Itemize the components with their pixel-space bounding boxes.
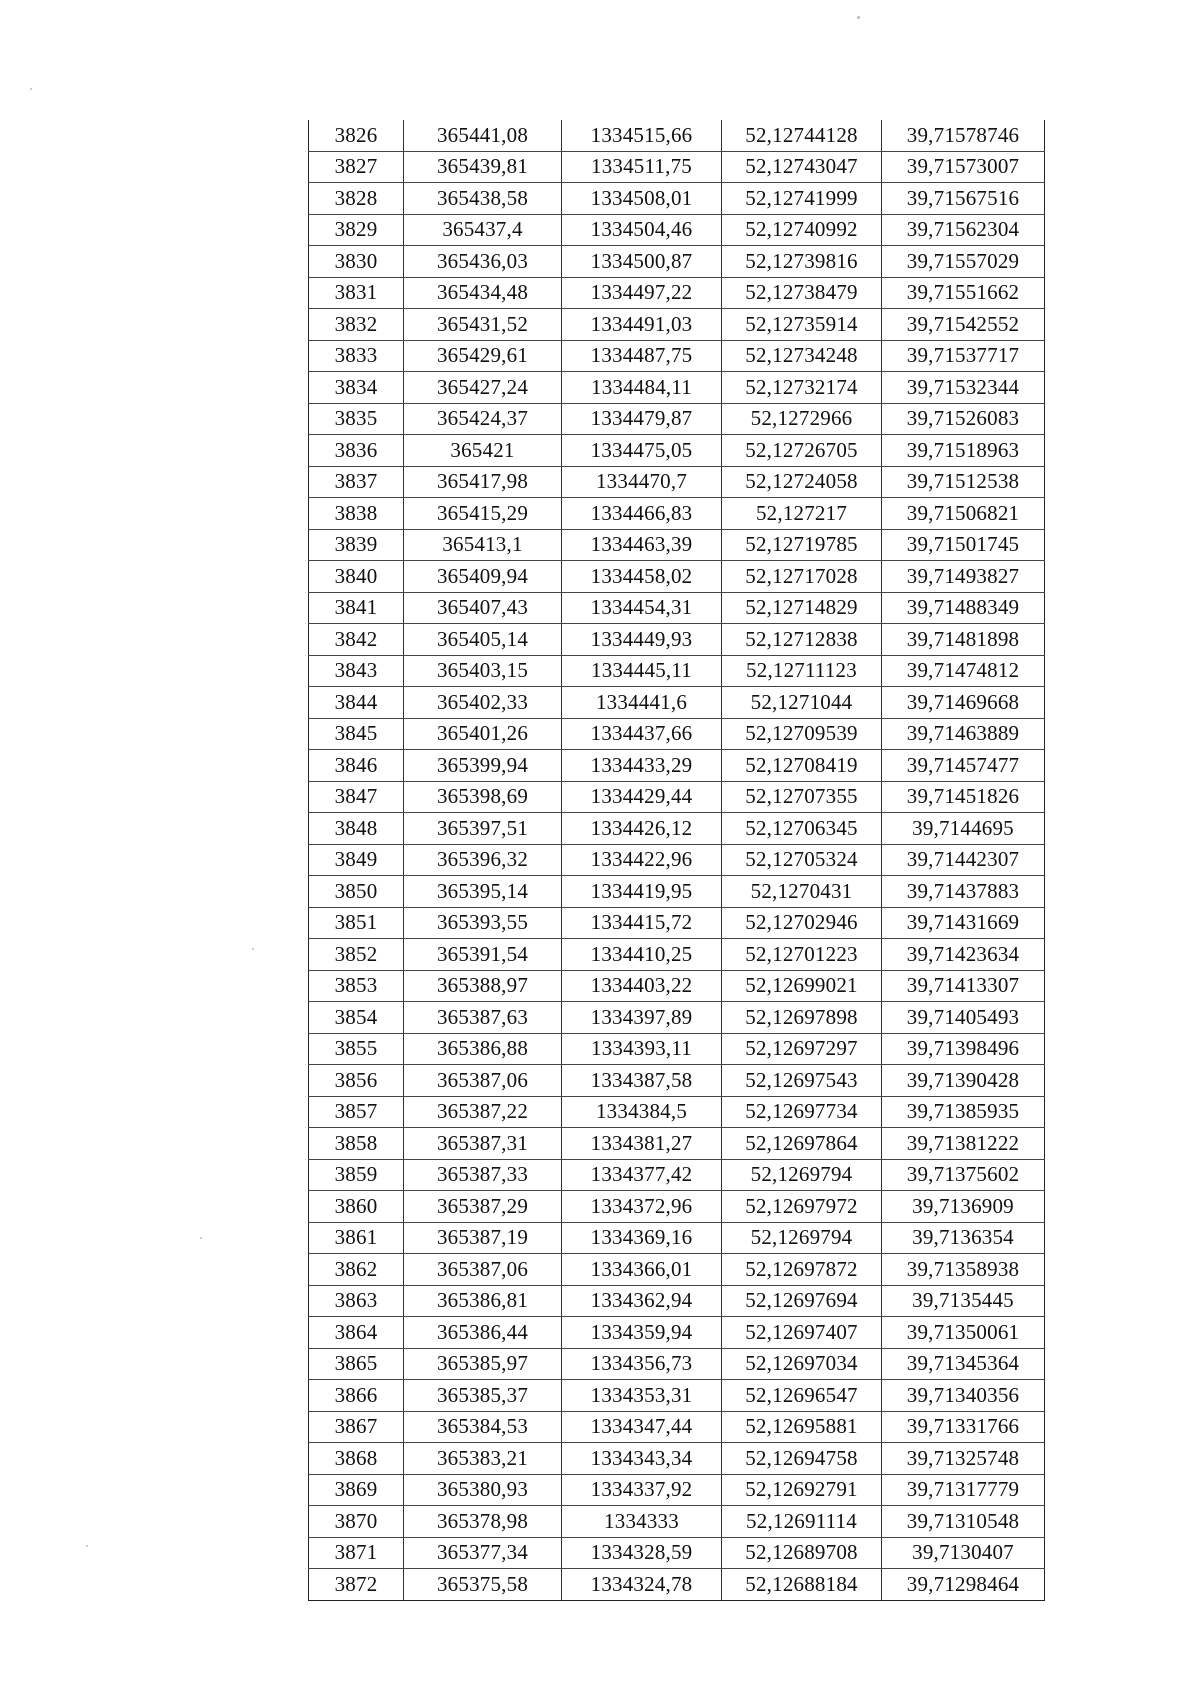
point-number-cell: 3872 [309, 1569, 404, 1601]
x-coordinate-cell: 365407,43 [404, 592, 562, 624]
latitude-cell: 52,12697864 [722, 1128, 882, 1160]
point-number-cell: 3847 [309, 781, 404, 813]
y-coordinate-cell: 1334458,02 [562, 561, 722, 593]
x-coordinate-cell: 365395,14 [404, 876, 562, 908]
table-row [309, 340, 1045, 372]
x-coordinate-cell: 365387,06 [404, 1065, 562, 1097]
x-coordinate-cell: 365438,58 [404, 183, 562, 215]
x-coordinate-cell: 365399,94 [404, 750, 562, 782]
x-coordinate-cell: 365429,61 [404, 340, 562, 372]
y-coordinate-cell: 1334479,87 [562, 403, 722, 435]
table-row [309, 435, 1045, 467]
y-coordinate-cell: 1334441,6 [562, 687, 722, 719]
latitude-cell: 52,12738479 [722, 277, 882, 309]
point-number-cell: 3853 [309, 970, 404, 1002]
x-coordinate-cell: 365431,52 [404, 309, 562, 341]
y-coordinate-cell: 1334429,44 [562, 781, 722, 813]
y-coordinate-cell: 1334343,34 [562, 1443, 722, 1475]
latitude-cell: 52,12697407 [722, 1317, 882, 1349]
x-coordinate-cell: 365384,53 [404, 1411, 562, 1443]
y-coordinate-cell: 1334356,73 [562, 1348, 722, 1380]
latitude-cell: 52,1269794 [722, 1159, 882, 1191]
latitude-cell: 52,12697972 [722, 1191, 882, 1223]
longitude-cell: 39,71532344 [882, 372, 1045, 404]
x-coordinate-cell: 365385,97 [404, 1348, 562, 1380]
point-number-cell: 3833 [309, 340, 404, 372]
y-coordinate-cell: 1334484,11 [562, 372, 722, 404]
table-row [309, 561, 1045, 593]
longitude-cell: 39,71390428 [882, 1065, 1045, 1097]
y-coordinate-cell: 1334384,5 [562, 1096, 722, 1128]
longitude-cell: 39,71551662 [882, 277, 1045, 309]
scan-speck [252, 948, 254, 950]
point-number-cell: 3870 [309, 1506, 404, 1538]
point-number-cell: 3867 [309, 1411, 404, 1443]
point-number-cell: 3842 [309, 624, 404, 656]
table-row [309, 1537, 1045, 1569]
table-row [309, 1096, 1045, 1128]
x-coordinate-cell: 365387,29 [404, 1191, 562, 1223]
table-row [309, 939, 1045, 971]
latitude-cell: 52,12714829 [722, 592, 882, 624]
longitude-cell: 39,71542552 [882, 309, 1045, 341]
point-number-cell: 3864 [309, 1317, 404, 1349]
y-coordinate-cell: 1334415,72 [562, 907, 722, 939]
latitude-cell: 52,12697297 [722, 1033, 882, 1065]
latitude-cell: 52,12735914 [722, 309, 882, 341]
latitude-cell: 52,12691114 [722, 1506, 882, 1538]
x-coordinate-cell: 365386,44 [404, 1317, 562, 1349]
latitude-cell: 52,1272966 [722, 403, 882, 435]
y-coordinate-cell: 1334445,11 [562, 655, 722, 687]
table-row [309, 1159, 1045, 1191]
point-number-cell: 3826 [309, 120, 404, 151]
x-coordinate-cell: 365415,29 [404, 498, 562, 530]
table-row [309, 246, 1045, 278]
longitude-cell: 39,71493827 [882, 561, 1045, 593]
point-number-cell: 3828 [309, 183, 404, 215]
table-row [309, 718, 1045, 750]
point-number-cell: 3836 [309, 435, 404, 467]
longitude-cell: 39,71526083 [882, 403, 1045, 435]
y-coordinate-cell: 1334491,03 [562, 309, 722, 341]
point-number-cell: 3868 [309, 1443, 404, 1475]
table-row [309, 1191, 1045, 1223]
table-row [309, 183, 1045, 215]
latitude-cell: 52,12719785 [722, 529, 882, 561]
point-number-cell: 3843 [309, 655, 404, 687]
y-coordinate-cell: 1334387,58 [562, 1065, 722, 1097]
longitude-cell: 39,71413307 [882, 970, 1045, 1002]
table-row [309, 529, 1045, 561]
x-coordinate-cell: 365388,97 [404, 970, 562, 1002]
latitude-cell: 52,1271044 [722, 687, 882, 719]
table-row [309, 907, 1045, 939]
longitude-cell: 39,71431669 [882, 907, 1045, 939]
point-number-cell: 3834 [309, 372, 404, 404]
y-coordinate-cell: 1334470,7 [562, 466, 722, 498]
latitude-cell: 52,12741999 [722, 183, 882, 215]
table-row [309, 214, 1045, 246]
latitude-cell: 52,12706345 [722, 813, 882, 845]
x-coordinate-cell: 365391,54 [404, 939, 562, 971]
x-coordinate-cell: 365383,21 [404, 1443, 562, 1475]
latitude-cell: 52,12708419 [722, 750, 882, 782]
latitude-cell: 52,12695881 [722, 1411, 882, 1443]
x-coordinate-cell: 365421 [404, 435, 562, 467]
longitude-cell: 39,71573007 [882, 151, 1045, 183]
longitude-cell: 39,71331766 [882, 1411, 1045, 1443]
point-number-cell: 3863 [309, 1285, 404, 1317]
latitude-cell: 52,12707355 [722, 781, 882, 813]
y-coordinate-cell: 1334511,75 [562, 151, 722, 183]
y-coordinate-cell: 1334463,39 [562, 529, 722, 561]
table-row [309, 1254, 1045, 1286]
point-number-cell: 3871 [309, 1537, 404, 1569]
y-coordinate-cell: 1334366,01 [562, 1254, 722, 1286]
x-coordinate-cell: 365441,08 [404, 120, 562, 151]
x-coordinate-cell: 365387,06 [404, 1254, 562, 1286]
point-number-cell: 3846 [309, 750, 404, 782]
point-number-cell: 3849 [309, 844, 404, 876]
y-coordinate-cell: 1334410,25 [562, 939, 722, 971]
x-coordinate-cell: 365434,48 [404, 277, 562, 309]
longitude-cell: 39,71506821 [882, 498, 1045, 530]
x-coordinate-cell: 365413,1 [404, 529, 562, 561]
x-coordinate-cell: 365387,63 [404, 1002, 562, 1034]
y-coordinate-cell: 1334475,05 [562, 435, 722, 467]
point-number-cell: 3837 [309, 466, 404, 498]
latitude-cell: 52,12697034 [722, 1348, 882, 1380]
longitude-cell: 39,71437883 [882, 876, 1045, 908]
y-coordinate-cell: 1334362,94 [562, 1285, 722, 1317]
y-coordinate-cell: 1334466,83 [562, 498, 722, 530]
point-number-cell: 3840 [309, 561, 404, 593]
x-coordinate-cell: 365387,22 [404, 1096, 562, 1128]
longitude-cell: 39,71518963 [882, 435, 1045, 467]
x-coordinate-cell: 365378,98 [404, 1506, 562, 1538]
point-number-cell: 3858 [309, 1128, 404, 1160]
y-coordinate-cell: 1334504,46 [562, 214, 722, 246]
longitude-cell: 39,71385935 [882, 1096, 1045, 1128]
y-coordinate-cell: 1334328,59 [562, 1537, 722, 1569]
table-row [309, 750, 1045, 782]
y-coordinate-cell: 1334437,66 [562, 718, 722, 750]
point-number-cell: 3841 [309, 592, 404, 624]
longitude-cell: 39,71457477 [882, 750, 1045, 782]
table-row [309, 309, 1045, 341]
x-coordinate-cell: 365436,03 [404, 246, 562, 278]
table-row [309, 1285, 1045, 1317]
y-coordinate-cell: 1334377,42 [562, 1159, 722, 1191]
longitude-cell: 39,71451826 [882, 781, 1045, 813]
y-coordinate-cell: 1334515,66 [562, 120, 722, 151]
latitude-cell: 52,12734248 [722, 340, 882, 372]
point-number-cell: 3850 [309, 876, 404, 908]
longitude-cell: 39,71488349 [882, 592, 1045, 624]
table-row [309, 1348, 1045, 1380]
point-number-cell: 3829 [309, 214, 404, 246]
table-row [309, 687, 1045, 719]
x-coordinate-cell: 365403,15 [404, 655, 562, 687]
x-coordinate-cell: 365393,55 [404, 907, 562, 939]
longitude-cell: 39,71442307 [882, 844, 1045, 876]
y-coordinate-cell: 1334433,29 [562, 750, 722, 782]
y-coordinate-cell: 1334333 [562, 1506, 722, 1538]
x-coordinate-cell: 365386,88 [404, 1033, 562, 1065]
latitude-cell: 52,12743047 [722, 151, 882, 183]
table-row [309, 466, 1045, 498]
y-coordinate-cell: 1334497,22 [562, 277, 722, 309]
y-coordinate-cell: 1334369,16 [562, 1222, 722, 1254]
longitude-cell: 39,7136909 [882, 1191, 1045, 1223]
y-coordinate-cell: 1334403,22 [562, 970, 722, 1002]
latitude-cell: 52,12732174 [722, 372, 882, 404]
longitude-cell: 39,71340356 [882, 1380, 1045, 1412]
latitude-cell: 52,12705324 [722, 844, 882, 876]
table-row [309, 781, 1045, 813]
x-coordinate-cell: 365386,81 [404, 1285, 562, 1317]
longitude-cell: 39,71562304 [882, 214, 1045, 246]
x-coordinate-cell: 365380,93 [404, 1474, 562, 1506]
y-coordinate-cell: 1334426,12 [562, 813, 722, 845]
latitude-cell: 52,12717028 [722, 561, 882, 593]
point-number-cell: 3831 [309, 277, 404, 309]
latitude-cell: 52,12712838 [722, 624, 882, 656]
latitude-cell: 52,12697898 [722, 1002, 882, 1034]
longitude-cell: 39,71381222 [882, 1128, 1045, 1160]
x-coordinate-cell: 365439,81 [404, 151, 562, 183]
y-coordinate-cell: 1334353,31 [562, 1380, 722, 1412]
longitude-cell: 39,7130407 [882, 1537, 1045, 1569]
longitude-cell: 39,71317779 [882, 1474, 1045, 1506]
y-coordinate-cell: 1334393,11 [562, 1033, 722, 1065]
scan-speck [30, 88, 32, 90]
x-coordinate-cell: 365396,32 [404, 844, 562, 876]
table-row [309, 1317, 1045, 1349]
table-row [309, 655, 1045, 687]
y-coordinate-cell: 1334487,75 [562, 340, 722, 372]
y-coordinate-cell: 1334337,92 [562, 1474, 722, 1506]
coordinates-table [308, 120, 1045, 1601]
latitude-cell: 52,12697734 [722, 1096, 882, 1128]
point-number-cell: 3852 [309, 939, 404, 971]
longitude-cell: 39,71512538 [882, 466, 1045, 498]
latitude-cell: 52,12726705 [722, 435, 882, 467]
longitude-cell: 39,71537717 [882, 340, 1045, 372]
latitude-cell: 52,12711123 [722, 655, 882, 687]
latitude-cell: 52,12697872 [722, 1254, 882, 1286]
point-number-cell: 3830 [309, 246, 404, 278]
longitude-cell: 39,71325748 [882, 1443, 1045, 1475]
longitude-cell: 39,71310548 [882, 1506, 1045, 1538]
point-number-cell: 3860 [309, 1191, 404, 1223]
longitude-cell: 39,7135445 [882, 1285, 1045, 1317]
table-row [309, 1128, 1045, 1160]
point-number-cell: 3855 [309, 1033, 404, 1065]
x-coordinate-cell: 365397,51 [404, 813, 562, 845]
point-number-cell: 3854 [309, 1002, 404, 1034]
x-coordinate-cell: 365424,37 [404, 403, 562, 435]
table-row [309, 1411, 1045, 1443]
scan-speck [857, 16, 860, 19]
point-number-cell: 3861 [309, 1222, 404, 1254]
longitude-cell: 39,71345364 [882, 1348, 1045, 1380]
longitude-cell: 39,71298464 [882, 1569, 1045, 1601]
table-row [309, 1569, 1045, 1601]
table-row [309, 1443, 1045, 1475]
latitude-cell: 52,12696547 [722, 1380, 882, 1412]
latitude-cell: 52,12702946 [722, 907, 882, 939]
table-row [309, 1002, 1045, 1034]
y-coordinate-cell: 1334347,44 [562, 1411, 722, 1443]
x-coordinate-cell: 365377,34 [404, 1537, 562, 1569]
point-number-cell: 3869 [309, 1474, 404, 1506]
latitude-cell: 52,12740992 [722, 214, 882, 246]
table-row [309, 876, 1045, 908]
table-row [309, 151, 1045, 183]
longitude-cell: 39,71557029 [882, 246, 1045, 278]
longitude-cell: 39,71358938 [882, 1254, 1045, 1286]
y-coordinate-cell: 1334454,31 [562, 592, 722, 624]
scan-speck [200, 1237, 202, 1239]
point-number-cell: 3865 [309, 1348, 404, 1380]
table-row [309, 813, 1045, 845]
point-number-cell: 3851 [309, 907, 404, 939]
latitude-cell: 52,1270431 [722, 876, 882, 908]
x-coordinate-cell: 365401,26 [404, 718, 562, 750]
y-coordinate-cell: 1334372,96 [562, 1191, 722, 1223]
point-number-cell: 3856 [309, 1065, 404, 1097]
latitude-cell: 52,12744128 [722, 120, 882, 151]
longitude-cell: 39,71375602 [882, 1159, 1045, 1191]
x-coordinate-cell: 365409,94 [404, 561, 562, 593]
y-coordinate-cell: 1334422,96 [562, 844, 722, 876]
point-number-cell: 3832 [309, 309, 404, 341]
point-number-cell: 3845 [309, 718, 404, 750]
latitude-cell: 52,12709539 [722, 718, 882, 750]
point-number-cell: 3835 [309, 403, 404, 435]
longitude-cell: 39,71463889 [882, 718, 1045, 750]
longitude-cell: 39,71578746 [882, 120, 1045, 151]
table-row [309, 498, 1045, 530]
x-coordinate-cell: 365387,19 [404, 1222, 562, 1254]
point-number-cell: 3857 [309, 1096, 404, 1128]
table-row [309, 120, 1045, 151]
table-row [309, 624, 1045, 656]
coordinates-table-body [309, 120, 1045, 1600]
longitude-cell: 39,71405493 [882, 1002, 1045, 1034]
longitude-cell: 39,71398496 [882, 1033, 1045, 1065]
latitude-cell: 52,12688184 [722, 1569, 882, 1601]
latitude-cell: 52,12699021 [722, 970, 882, 1002]
latitude-cell: 52,12697543 [722, 1065, 882, 1097]
table-row [309, 970, 1045, 1002]
latitude-cell: 52,1269794 [722, 1222, 882, 1254]
point-number-cell: 3827 [309, 151, 404, 183]
point-number-cell: 3862 [309, 1254, 404, 1286]
longitude-cell: 39,71423634 [882, 939, 1045, 971]
x-coordinate-cell: 365387,33 [404, 1159, 562, 1191]
longitude-cell: 39,71350061 [882, 1317, 1045, 1349]
x-coordinate-cell: 365387,31 [404, 1128, 562, 1160]
x-coordinate-cell: 365385,37 [404, 1380, 562, 1412]
latitude-cell: 52,12724058 [722, 466, 882, 498]
longitude-cell: 39,71501745 [882, 529, 1045, 561]
table-row [309, 277, 1045, 309]
longitude-cell: 39,7144695 [882, 813, 1045, 845]
x-coordinate-cell: 365375,58 [404, 1569, 562, 1601]
x-coordinate-cell: 365427,24 [404, 372, 562, 404]
latitude-cell: 52,127217 [722, 498, 882, 530]
table-row [309, 1033, 1045, 1065]
table-row [309, 844, 1045, 876]
longitude-cell: 39,71474812 [882, 655, 1045, 687]
x-coordinate-cell: 365417,98 [404, 466, 562, 498]
x-coordinate-cell: 365398,69 [404, 781, 562, 813]
table-row [309, 592, 1045, 624]
point-number-cell: 3839 [309, 529, 404, 561]
latitude-cell: 52,12694758 [722, 1443, 882, 1475]
point-number-cell: 3848 [309, 813, 404, 845]
latitude-cell: 52,12689708 [722, 1537, 882, 1569]
table-row [309, 1474, 1045, 1506]
x-coordinate-cell: 365405,14 [404, 624, 562, 656]
y-coordinate-cell: 1334324,78 [562, 1569, 722, 1601]
table-row [309, 1065, 1045, 1097]
y-coordinate-cell: 1334397,89 [562, 1002, 722, 1034]
table-row [309, 1380, 1045, 1412]
x-coordinate-cell: 365402,33 [404, 687, 562, 719]
point-number-cell: 3866 [309, 1380, 404, 1412]
longitude-cell: 39,71469668 [882, 687, 1045, 719]
y-coordinate-cell: 1334359,94 [562, 1317, 722, 1349]
y-coordinate-cell: 1334381,27 [562, 1128, 722, 1160]
y-coordinate-cell: 1334419,95 [562, 876, 722, 908]
scan-speck [86, 1545, 88, 1547]
table-row [309, 372, 1045, 404]
y-coordinate-cell: 1334508,01 [562, 183, 722, 215]
y-coordinate-cell: 1334500,87 [562, 246, 722, 278]
latitude-cell: 52,12701223 [722, 939, 882, 971]
table-row [309, 1506, 1045, 1538]
longitude-cell: 39,7136354 [882, 1222, 1045, 1254]
latitude-cell: 52,12739816 [722, 246, 882, 278]
point-number-cell: 3838 [309, 498, 404, 530]
table-row [309, 403, 1045, 435]
point-number-cell: 3859 [309, 1159, 404, 1191]
x-coordinate-cell: 365437,4 [404, 214, 562, 246]
point-number-cell: 3844 [309, 687, 404, 719]
latitude-cell: 52,12692791 [722, 1474, 882, 1506]
latitude-cell: 52,12697694 [722, 1285, 882, 1317]
longitude-cell: 39,71481898 [882, 624, 1045, 656]
longitude-cell: 39,71567516 [882, 183, 1045, 215]
y-coordinate-cell: 1334449,93 [562, 624, 722, 656]
table-row [309, 1222, 1045, 1254]
